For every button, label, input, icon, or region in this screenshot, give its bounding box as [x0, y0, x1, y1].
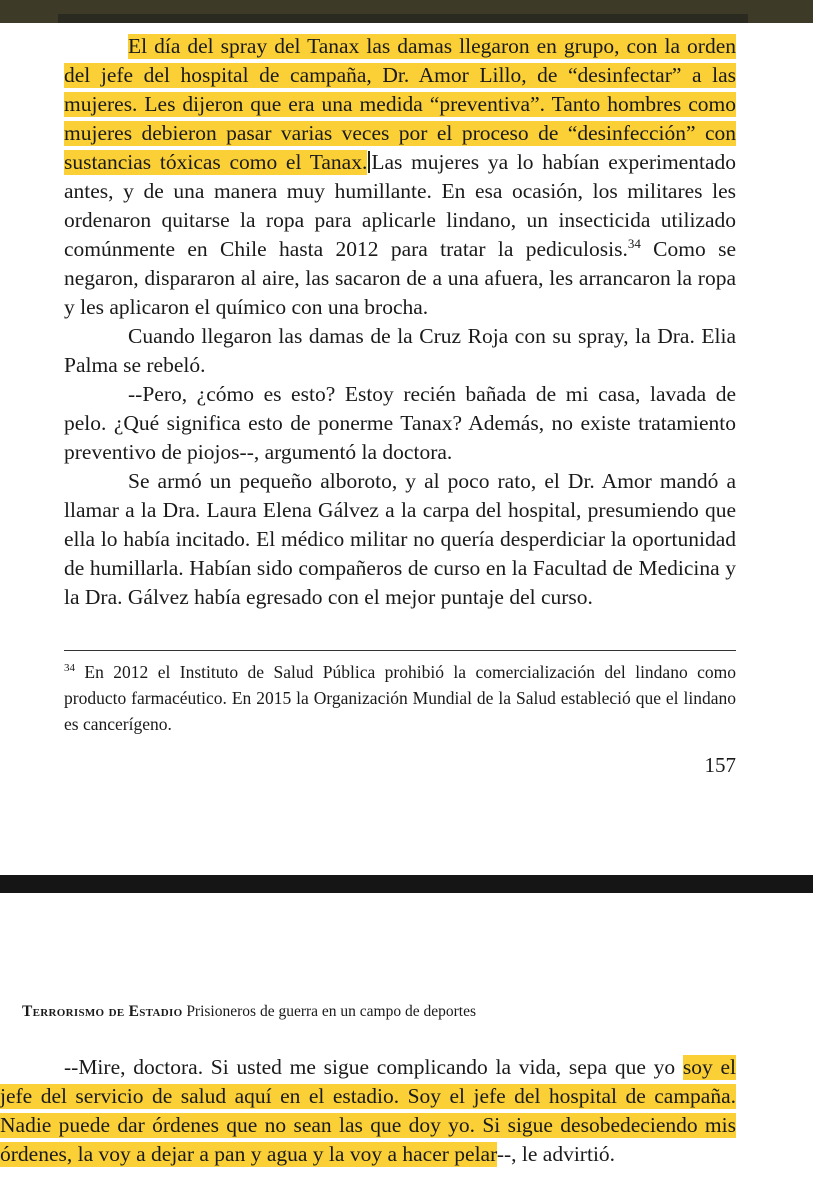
paragraph-5-start: --Mire, doctora. Si usted me sigue complicando la vida, sepa que yo	[64, 1055, 683, 1079]
footnote	[64, 659, 736, 737]
body-text	[64, 32, 736, 612]
highlighted-passage-1[interactable]: El día del spray del Tanax las damas llegaron en grupo, con la orden del jefe del hospital de campaña, Dr. Amor Lillo, de “desinfectar” a las mujeres. Les dijeron que era una medida “preventiva”. Tanto hombres como mujeres debieron pasar varias veces por el proceso de “desinfección” con sustancias tóxicas como el Tanax.	[64, 34, 736, 174]
paragraph-1-rest-b: Como se negaron, dispararon al aire, las sacaron de a una afuera, les arrancaron la ropa y les aplicaron el químico con una brocha.	[64, 237, 736, 319]
paragraph-1-rest-a: Las mujeres ya lo habían experimentado antes, y de una manera muy humillante. En esa ocasión, los militares les ordenaron quitarse la ropa para aplicarle lindano, un insecticida utilizado comúnmente en Chile hasta 2012 para tratar la pediculosis.	[64, 150, 736, 261]
top-dark-bar	[0, 0, 813, 23]
running-header	[22, 1003, 476, 1021]
paragraph-5-end: --, le advirtió.	[496, 1142, 616, 1166]
footnote-marker: 34	[64, 662, 75, 675]
cut-off-text-line	[58, 14, 748, 23]
footnote-divider	[64, 650, 736, 651]
body-text-continued	[0, 1053, 736, 1169]
running-header-title: Terrorismo de Estadio	[22, 1003, 183, 1020]
highlighted-passage-2[interactable]: soy el jefe del servicio de salud aquí en el estadio. Soy el jefe del hospital de campaña. Nadie puede dar órdenes que no sean las que doy yo. Si sigue desobedeciendo mis órdenes, la voy a dejar a pan y agua y la voy a hacer pelar	[0, 1055, 736, 1166]
page-separator-bar	[0, 875, 813, 893]
running-header-subtitle: Prisioneros de guerra en un campo de deportes	[182, 1003, 476, 1020]
paragraph-3: --Pero, ¿cómo es esto? Estoy recién bañada de mi casa, lavada de pelo. ¿Qué significa esto de ponerme Tanax? Además, no existe tratamiento preventivo de piojos--, argumentó la doctora.	[64, 382, 736, 464]
paragraph-4: Se armó un pequeño alboroto, y al poco rato, el Dr. Amor mandó a llamar a la Dra. Laura Elena Gálvez a la carpa del hospital, presumiendo que ella lo había incitado. El médico militar no quería desperdiciar la oportunidad de humillarla. Habían sido compañeros de curso en la Facultad de Medicina y la Dra. Gálvez había egresado con el mejor puntaje del curso.	[64, 469, 736, 609]
paragraph-1	[64, 32, 736, 322]
paragraph-5	[0, 1053, 736, 1169]
paragraph-2: Cuando llegaron las damas de la Cruz Roja con su spray, la Dra. Elia Palma se rebeló.	[64, 324, 736, 377]
page-number: 157	[704, 753, 736, 777]
footnote-text: En 2012 el Instituto de Salud Pública prohibió la comercialización del lindano como producto farmacéutico. En 2015 la Organización Mundial de la Salud estableció que el lindano es cancerígeno.	[64, 662, 736, 734]
book-page-157	[0, 23, 813, 875]
book-page-158	[0, 893, 813, 1200]
footnote-reference[interactable]: 34	[627, 235, 641, 251]
